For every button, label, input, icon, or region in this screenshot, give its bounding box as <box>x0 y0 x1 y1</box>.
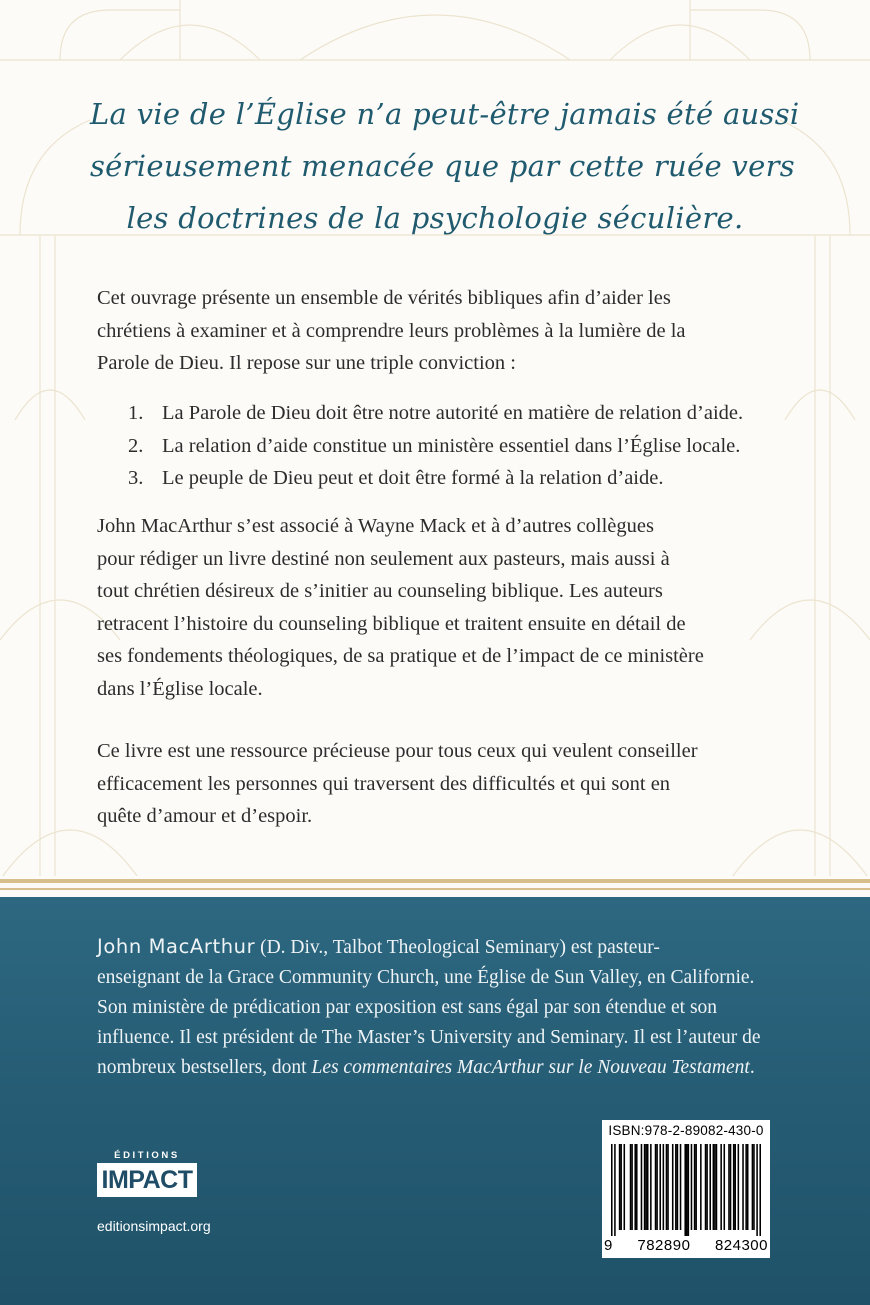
bio-line: enseignant de la Grace Community Church, une Église de Sun Valley, en Californie. <box>97 967 755 988</box>
barcode-bar <box>656 1144 658 1230</box>
paragraph-line: Ce livre est une ressource précieuse pour tous ceux qui veulent conseiller <box>97 740 698 762</box>
intro-paragraph <box>97 282 787 380</box>
barcode-bar <box>714 1144 716 1230</box>
barcode-bar <box>667 1144 669 1230</box>
barcode-bar <box>752 1144 754 1230</box>
logo-main-text: IMPACT <box>97 1163 197 1197</box>
list-text: La Parole de Dieu doit être notre autorité en matière de relation d’aide. <box>162 402 744 424</box>
barcode-bars <box>611 1144 761 1236</box>
gold-divider-line <box>0 879 870 883</box>
bio-text: . <box>749 1057 755 1078</box>
convictions-list <box>128 397 828 495</box>
barcode-bar <box>614 1144 616 1236</box>
barcode-bar <box>684 1144 686 1236</box>
barcode-bar <box>631 1144 633 1230</box>
barcode-bar <box>700 1144 702 1230</box>
paragraph-line: retracent l’histoire du counseling biblique et traitent ensuite en détail de <box>97 612 686 635</box>
barcode-bar <box>680 1144 682 1230</box>
barcode-bar <box>619 1144 621 1230</box>
quote-line: La vie de l’Église n’a peut-être jamais été aussi <box>90 97 800 131</box>
book-title: Les commentaires MacArthur sur le Nouveau Testament <box>311 1057 750 1078</box>
barcode-bar <box>716 1144 718 1230</box>
barcode-digit-group: 9 <box>604 1237 613 1254</box>
barcode-bar <box>745 1144 747 1230</box>
isbn-barcode <box>602 1120 770 1258</box>
barcode-bar <box>666 1144 668 1230</box>
barcode-bar <box>705 1144 707 1230</box>
barcode-digits <box>604 1237 768 1254</box>
barcode-bar <box>742 1144 744 1230</box>
barcode-bar <box>641 1144 643 1230</box>
barcode-bar <box>709 1144 711 1230</box>
authors-paragraph <box>97 510 787 705</box>
list-item <box>128 397 828 430</box>
barcode-bar <box>738 1144 740 1230</box>
list-number: 2. <box>128 434 144 457</box>
barcode-bar <box>672 1144 674 1230</box>
barcode-bar <box>677 1144 679 1230</box>
barcode-bar <box>694 1144 696 1230</box>
barcode-bar <box>733 1144 735 1230</box>
bio-line: Son ministère de prédication par exposition est sans égal par son étendue et son <box>97 997 718 1018</box>
intro-line: Cet ouvrage présente un ensemble de vérités bibliques afin d’aider les <box>97 287 671 309</box>
barcode-bar <box>620 1144 622 1230</box>
quote-line: sérieusement menacée que par cette ruée vers <box>90 149 795 183</box>
barcode-bar <box>759 1144 761 1236</box>
list-number: 3. <box>128 467 144 489</box>
barcode-bar <box>688 1144 690 1236</box>
bio-text: (D. Div., Talbot Theological Seminary) est pasteur- <box>255 937 660 958</box>
publisher-logo <box>97 1150 197 1198</box>
list-item <box>128 430 828 463</box>
barcode-bar <box>691 1144 693 1230</box>
barcode-bar <box>695 1144 697 1230</box>
barcode-bar <box>624 1144 626 1230</box>
list-text: Le peuple de Dieu peut et doit être formé à la relation d’aide. <box>162 467 664 489</box>
barcode-bar <box>706 1144 708 1230</box>
barcode-bar <box>675 1144 677 1230</box>
author-bio <box>97 932 797 1083</box>
list-item <box>128 462 828 495</box>
paragraph-line: tout chrétien désireux de s’initier au counseling biblique. Les auteurs <box>97 580 663 602</box>
bio-line <box>97 1053 797 1083</box>
barcode-bar <box>636 1144 638 1230</box>
barcode-bar <box>645 1144 647 1230</box>
barcode-bar <box>630 1144 632 1230</box>
barcode-digit-group: 782890 <box>637 1237 691 1254</box>
barcode-bar <box>644 1144 646 1230</box>
logo-top-text: ÉDITIONS <box>114 1150 180 1161</box>
barcode-bar <box>756 1144 758 1236</box>
barcode-bar <box>655 1144 657 1230</box>
closing-paragraph <box>97 735 787 833</box>
bio-text: nombreux bestsellers, dont <box>97 1057 312 1078</box>
bio-line: influence. Il est président de The Master’s University and Seminary. Il est l’auteur de <box>97 1027 761 1048</box>
barcode-bar <box>720 1144 722 1230</box>
paragraph-line: dans l’Église locale. <box>97 677 263 700</box>
barcode-bar <box>728 1144 730 1230</box>
author-name: John MacArthur <box>97 935 256 958</box>
barcode-bar <box>724 1144 726 1230</box>
paragraph-line: efficacement les personnes qui traversent des difficultés et qui sont en <box>97 772 671 795</box>
barcode-bar <box>663 1144 665 1230</box>
barcode-bar <box>650 1144 652 1230</box>
intro-line: chrétiens à examiner et à comprendre leurs problèmes à la lumière de la <box>97 319 686 342</box>
barcode-bar <box>753 1144 755 1230</box>
paragraph-line: John MacArthur s’est associé à Wayne Mack et à d’autres collègues <box>97 515 654 537</box>
list-number: 1. <box>128 402 144 424</box>
bio-line <box>97 932 797 963</box>
intro-line: Parole de Dieu. Il repose sur une triple conviction : <box>97 352 516 374</box>
barcode-bar <box>686 1144 688 1236</box>
paragraph-line: pour rédiger un livre destiné non seulement aux pasteurs, mais aussi à <box>97 547 670 570</box>
barcode-bar <box>747 1144 749 1230</box>
barcode-bar <box>730 1144 732 1230</box>
barcode-bar <box>634 1144 636 1230</box>
publisher-website: editionsimpact.org <box>97 1218 211 1234</box>
barcode-bar <box>611 1144 613 1236</box>
paragraph-line: quête d’amour et d’espoir. <box>97 805 313 827</box>
barcode-bar <box>734 1144 736 1230</box>
barcode-bar <box>659 1144 661 1230</box>
quote-line: les doctrines de la psychologie séculière. <box>126 201 744 235</box>
barcode-digit-group: 824300 <box>714 1237 768 1254</box>
barcode-bar <box>647 1144 649 1230</box>
pull-quote <box>90 88 800 244</box>
paragraph-line: ses fondements théologiques, de sa pratique et de l’impact de ce ministère <box>97 645 704 667</box>
list-text: La relation d’aide constitue un ministère essentiel dans l’Église locale. <box>162 434 741 457</box>
gold-divider-line-thin <box>0 888 870 890</box>
isbn-label: ISBN:978-2-89082-430-0 <box>608 1123 764 1138</box>
barcode-bar <box>713 1144 715 1230</box>
